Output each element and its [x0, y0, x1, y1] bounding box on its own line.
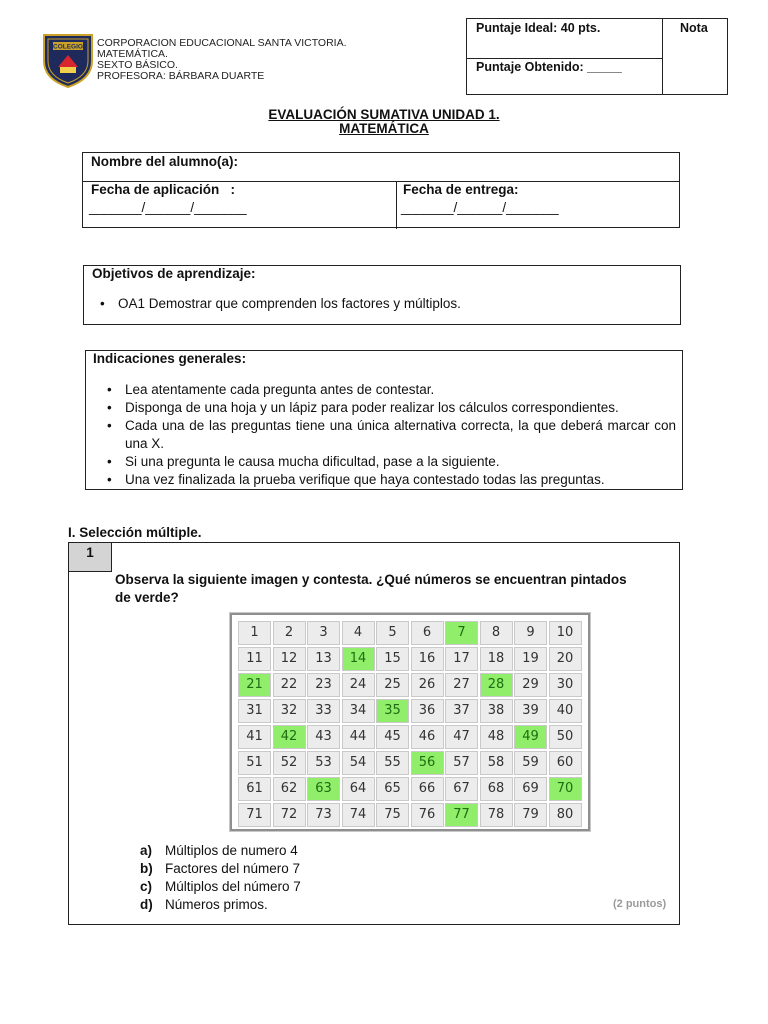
grid-cell: 64	[342, 777, 375, 801]
grid-cell: 12	[273, 647, 306, 671]
option-letter: a)	[140, 843, 153, 858]
grid-cell: 6	[411, 621, 444, 645]
instructions-box	[85, 350, 683, 490]
score-box	[466, 18, 728, 95]
grid-cell-highlighted: 14	[342, 647, 375, 671]
school-name: CORPORACION EDUCACIONAL SANTA VICTORIA.	[97, 37, 347, 49]
grid-cell: 72	[273, 803, 306, 827]
teacher-line: PROFESORA: BÁRBARA DUARTE	[97, 70, 265, 82]
grid-cell: 3	[307, 621, 340, 645]
question-prompt: Observa la siguiente imagen y contesta. ¿Qué números se encuentran pintados de verde?	[115, 572, 627, 605]
grid-cell: 71	[238, 803, 271, 827]
grid-cell: 20	[549, 647, 582, 671]
apply-date-field[interactable]: _______/______/_______	[89, 200, 247, 215]
grid-cell: 1	[238, 621, 271, 645]
grid-cell: 27	[445, 673, 478, 697]
logo-text: COLEGIO	[53, 43, 83, 51]
grid-cell: 37	[445, 699, 478, 723]
grid-cell: 25	[376, 673, 409, 697]
delivery-date-label: Fecha de entrega:	[403, 182, 519, 197]
grid-cell: 10	[549, 621, 582, 645]
grid-cell-highlighted: 21	[238, 673, 271, 697]
grid-cell: 59	[514, 751, 547, 775]
option-a[interactable]	[140, 842, 301, 860]
instruction-item: • Lea atentamente cada pregunta antes de contestar.	[95, 381, 676, 399]
grid-cell: 60	[549, 751, 582, 775]
option-b[interactable]	[140, 860, 301, 878]
grid-cell: 52	[273, 751, 306, 775]
score-obtained[interactable]: Puntaje Obtenido: _____	[476, 60, 622, 74]
student-info-box	[82, 152, 680, 228]
grid-cell: 19	[514, 647, 547, 671]
grid-cell: 11	[238, 647, 271, 671]
grid-cell: 36	[411, 699, 444, 723]
grid-cell: 22	[273, 673, 306, 697]
grid-cell: 41	[238, 725, 271, 749]
grid-cell: 13	[307, 647, 340, 671]
school-logo	[40, 31, 96, 89]
grid-cell: 75	[376, 803, 409, 827]
grid-cell: 67	[445, 777, 478, 801]
grid-cell: 23	[307, 673, 340, 697]
grid-cell: 39	[514, 699, 547, 723]
hundred-chart-cells	[238, 621, 583, 828]
instruction-item: • Cada una de las preguntas tiene una única alternativa correcta, la que deberá marcar con una X.	[95, 417, 676, 453]
grid-cell: 5	[376, 621, 409, 645]
grade-label: Nota	[680, 21, 708, 35]
option-letter: c)	[140, 879, 153, 894]
score-left-column	[467, 19, 663, 94]
grade-line: SEXTO BÁSICO.	[97, 59, 178, 71]
option-text: Factores del número 7	[165, 861, 301, 876]
objective-item: • OA1 Demostrar que comprenden los factores y múltiplos.	[88, 295, 673, 313]
grid-cell: 40	[549, 699, 582, 723]
grid-cell: 24	[342, 673, 375, 697]
instructions-list	[95, 381, 676, 489]
instruction-item: • Una vez finalizada la prueba verifique que haya contestado todas las preguntas.	[95, 471, 676, 489]
grid-cell-highlighted: 7	[445, 621, 478, 645]
hundred-chart	[230, 613, 590, 831]
grid-cell-highlighted: 42	[273, 725, 306, 749]
instructions-heading: Indicaciones generales:	[93, 351, 247, 366]
grid-cell: 54	[342, 751, 375, 775]
objectives-heading: Objetivos de aprendizaje:	[92, 266, 256, 281]
option-letter: b)	[140, 861, 153, 876]
subject-line: MATEMÁTICA.	[97, 48, 168, 60]
question-points: (2 puntos)	[613, 898, 667, 910]
grid-cell: 58	[480, 751, 513, 775]
grid-cell: 30	[549, 673, 582, 697]
grid-cell: 48	[480, 725, 513, 749]
grid-cell: 15	[376, 647, 409, 671]
grid-cell: 61	[238, 777, 271, 801]
option-letter: d)	[140, 897, 153, 912]
grid-cell: 26	[411, 673, 444, 697]
grid-cell: 2	[273, 621, 306, 645]
grid-cell: 68	[480, 777, 513, 801]
option-text: Múltiplos de numero 4	[165, 843, 298, 858]
grid-cell: 43	[307, 725, 340, 749]
option-c[interactable]	[140, 878, 301, 896]
grid-cell: 17	[445, 647, 478, 671]
grid-cell: 9	[514, 621, 547, 645]
grid-cell: 73	[307, 803, 340, 827]
grid-cell: 57	[445, 751, 478, 775]
grid-cell: 80	[549, 803, 582, 827]
grid-cell-highlighted: 28	[480, 673, 513, 697]
objectives-list	[88, 295, 673, 313]
grid-cell: 76	[411, 803, 444, 827]
grid-cell-highlighted: 49	[514, 725, 547, 749]
section-heading: I. Selección múltiple.	[68, 525, 202, 540]
objectives-box	[83, 265, 681, 325]
grid-cell: 51	[238, 751, 271, 775]
grid-cell: 78	[480, 803, 513, 827]
grid-cell-highlighted: 77	[445, 803, 478, 827]
grid-cell: 65	[376, 777, 409, 801]
option-text: Números primos.	[165, 897, 268, 912]
score-ideal: Puntaje Ideal: 40 pts.	[476, 21, 601, 35]
grid-cell: 74	[342, 803, 375, 827]
grid-cell-highlighted: 56	[411, 751, 444, 775]
instruction-item: • Disponga de una hoja y un lápiz para poder realizar los cálculos correspondientes.	[95, 399, 676, 417]
grid-cell: 55	[376, 751, 409, 775]
grid-cell: 44	[342, 725, 375, 749]
grid-cell: 66	[411, 777, 444, 801]
option-d[interactable]	[140, 896, 301, 914]
grid-cell: 50	[549, 725, 582, 749]
grid-cell: 47	[445, 725, 478, 749]
exam-title: EVALUACIÓN SUMATIVA UNIDAD 1.	[268, 107, 500, 122]
grid-cell: 46	[411, 725, 444, 749]
grid-cell: 79	[514, 803, 547, 827]
grid-cell: 29	[514, 673, 547, 697]
grid-cell: 16	[411, 647, 444, 671]
grid-cell: 38	[480, 699, 513, 723]
grid-cell: 32	[273, 699, 306, 723]
grid-cell-highlighted: 35	[376, 699, 409, 723]
grid-cell: 62	[273, 777, 306, 801]
school-info	[97, 38, 347, 82]
grid-cell: 31	[238, 699, 271, 723]
grid-cell: 53	[307, 751, 340, 775]
grid-cell: 4	[342, 621, 375, 645]
grid-cell: 45	[376, 725, 409, 749]
option-text: Múltiplos del número 7	[165, 879, 301, 894]
grid-cell: 8	[480, 621, 513, 645]
student-name-label[interactable]: Nombre del alumno(a):	[91, 154, 239, 169]
exam-subject: MATEMÁTICA	[339, 121, 429, 136]
delivery-date-field[interactable]: _______/______/_______	[401, 200, 559, 215]
answer-options	[140, 842, 301, 914]
grid-cell: 18	[480, 647, 513, 671]
grid-cell: 69	[514, 777, 547, 801]
grid-cell-highlighted: 63	[307, 777, 340, 801]
grid-cell: 34	[342, 699, 375, 723]
grid-cell: 33	[307, 699, 340, 723]
instruction-item: • Si una pregunta le causa mucha dificultad, pase a la siguiente.	[95, 453, 676, 471]
question-number: 1	[68, 542, 112, 572]
apply-date-label: Fecha de aplicación :	[91, 182, 236, 197]
grid-cell-highlighted: 70	[549, 777, 582, 801]
